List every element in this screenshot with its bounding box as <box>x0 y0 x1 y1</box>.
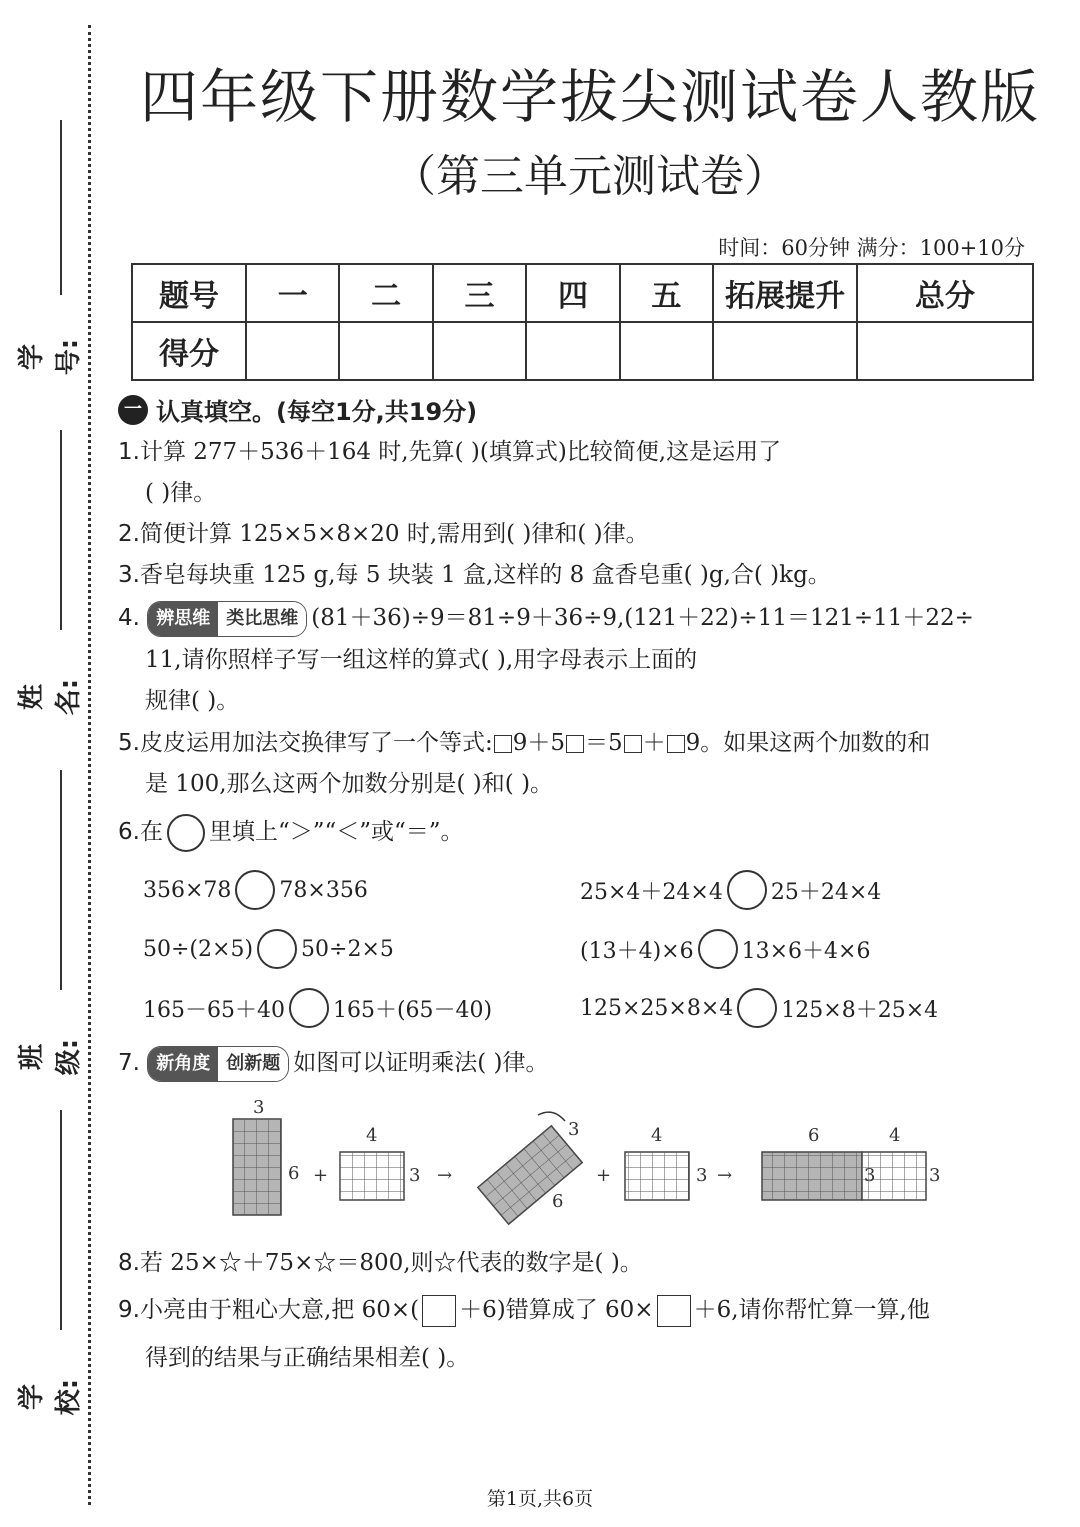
grid-label: 3 <box>929 1165 941 1186</box>
score-header-cell: 二 <box>339 264 432 322</box>
class-line <box>60 770 62 990</box>
score-table <box>131 263 1034 381</box>
question-text: ＋6,请你帮忙算一算,他 <box>693 1297 930 1323</box>
score-input-cell[interactable] <box>339 322 432 380</box>
grid-label: 4 <box>651 1125 663 1146</box>
comparison-item <box>580 988 938 1028</box>
question-text: (81＋36)÷9＝81÷9＋36÷9,(121＋22)÷11＝121÷11＋22÷ <box>311 605 974 631</box>
score-input-cell[interactable] <box>526 322 619 380</box>
section-heading <box>118 392 477 427</box>
question-5-cont: 是 100,那么这两个加数分别是( )和( )。 <box>145 771 554 797</box>
question-number: 4. <box>118 605 140 631</box>
question-text: ＝5 <box>584 730 623 756</box>
blank-square[interactable] <box>667 735 685 753</box>
question-number: 8. <box>118 1250 140 1276</box>
score-input-cell[interactable] <box>620 322 713 380</box>
comparison-item <box>143 988 492 1028</box>
comparison-left: 356×78 <box>143 877 232 903</box>
tag-primary: 辨思维 <box>148 602 218 636</box>
grid-lines <box>233 1119 281 1215</box>
grid-label: 3 <box>696 1165 708 1186</box>
name-label: 姓名: <box>17 678 84 716</box>
grid-label: 6 <box>288 1163 300 1184</box>
question-number: 1. <box>118 439 140 465</box>
question-6 <box>118 814 1038 852</box>
question-text: ＋ <box>642 730 666 756</box>
question-number: 3. <box>118 562 140 588</box>
question-text: 里填上“＞”“＜”或“＝”。 <box>208 819 464 845</box>
comparison-item <box>143 870 368 910</box>
comparison-circle[interactable] <box>737 988 777 1028</box>
comparison-right: 50÷2×5 <box>301 936 394 962</box>
question-text: 如图可以证明乘法( )律。 <box>293 1050 549 1076</box>
question-tag <box>147 601 307 637</box>
grid-label: 6 <box>808 1125 820 1146</box>
question-text: 简便计算 125×5×8×20 时,需用到( )律和( )律。 <box>139 521 649 547</box>
score-input-cell[interactable] <box>713 322 857 380</box>
question-9-cont: 得到的结果与正确结果相差( )。 <box>145 1345 470 1371</box>
grid-label: 4 <box>366 1125 378 1146</box>
exam-meta: 时间：60分钟 满分：100+10分 <box>718 236 1025 260</box>
comparison-right: 13×6＋4×6 <box>741 938 871 964</box>
score-header-cell: 四 <box>526 264 619 322</box>
comparison-item <box>143 929 394 969</box>
score-row-label: 得分 <box>132 322 246 380</box>
question-text: 计算 277＋536＋164 时,先算( )(填算式)比较简便,这是运用了 <box>139 439 782 465</box>
arrow: → <box>717 1165 733 1186</box>
grid-lines <box>340 1152 404 1200</box>
section-number: 一 <box>118 395 148 425</box>
comparison-left: 25×4＋24×4 <box>580 879 723 905</box>
score-header-cell: 拓展提升 <box>713 264 857 322</box>
comparison-left: (13＋4)×6 <box>580 938 694 964</box>
school-line <box>60 1110 62 1330</box>
grid-label: 4 <box>889 1125 901 1146</box>
comparison-left: 50÷(2×5) <box>143 936 254 962</box>
comparison-item <box>580 929 870 969</box>
comparison-circle[interactable] <box>235 870 275 910</box>
binding-dotted-line <box>88 25 91 1505</box>
question-number: 7. <box>118 1050 140 1076</box>
comparison-right: 25＋24×4 <box>770 879 882 905</box>
section-title: 认真填空。(每空1分,共19分) <box>156 398 478 426</box>
question-4-cont: 11,请你照样子写一组这样的算式( ),用字母表示上面的 <box>145 647 698 673</box>
page-title: 四年级下册数学拔尖测试卷人教版 <box>139 63 1040 131</box>
blank-box[interactable] <box>422 1295 456 1327</box>
tag-primary: 新角度 <box>148 1047 218 1081</box>
question-text: 香皂每块重 125 g,每 5 块装 1 盒,这样的 8 盒香皂重( )g,合( )kg。 <box>139 562 831 588</box>
name-line <box>60 430 62 630</box>
question-text: 9＋5 <box>512 730 565 756</box>
blank-square[interactable] <box>566 735 584 753</box>
comparison-circle[interactable] <box>727 870 767 910</box>
score-header-cell: 一 <box>246 264 339 322</box>
question-9 <box>118 1295 1038 1327</box>
question-text: 小亮由于粗心大意,把 60×( <box>139 1297 420 1323</box>
question-tag <box>147 1046 289 1082</box>
score-header-cell: 五 <box>620 264 713 322</box>
school-label: 学校: <box>17 1378 84 1416</box>
question-text: 在 <box>139 819 163 845</box>
page-footer: 第1页,共6页 <box>486 1488 594 1510</box>
comparison-right: 165＋(65－40) <box>332 997 493 1023</box>
question-text: 9。如果这两个加数的和 <box>685 730 931 756</box>
compare-circle-icon <box>167 814 205 852</box>
blank-box[interactable] <box>657 1295 691 1327</box>
score-header-cell: 题号 <box>132 264 246 322</box>
plus-sign: + <box>596 1165 612 1186</box>
question-1 <box>118 437 1038 467</box>
score-header-cell: 总分 <box>857 264 1033 322</box>
question-text: 皮皮运用加法交换律写了一个等式: <box>139 730 493 756</box>
student-no-line <box>60 120 62 295</box>
question-2 <box>118 519 1038 549</box>
page-subtitle: （第三单元测试卷） <box>392 151 788 202</box>
score-header-cell: 三 <box>433 264 526 322</box>
grid-label: 3 <box>568 1119 580 1140</box>
comparison-right: 78×356 <box>279 877 368 903</box>
grid-label: 6 <box>552 1191 564 1212</box>
grid-label: 3 <box>253 1097 265 1118</box>
question-8 <box>118 1248 1038 1278</box>
comparison-left: 125×25×8×4 <box>580 995 734 1021</box>
tag-secondary: 类比思维 <box>218 602 306 636</box>
score-input-cell[interactable] <box>857 322 1033 380</box>
comparison-left: 165－65＋40 <box>143 997 285 1023</box>
question-number: 5. <box>118 730 140 756</box>
tag-secondary: 创新题 <box>218 1047 288 1081</box>
comparison-circle[interactable] <box>257 929 297 969</box>
comparison-right: 125×8＋25×4 <box>781 997 939 1023</box>
question-5 <box>118 728 1038 758</box>
plus-sign: + <box>313 1165 329 1186</box>
question-number: 9. <box>118 1297 140 1323</box>
comparison-item <box>580 870 881 910</box>
question-number: 6. <box>118 819 140 845</box>
grid-lines <box>625 1152 689 1200</box>
question-1-cont: ( )律。 <box>145 480 217 506</box>
comparison-circle[interactable] <box>289 988 329 1028</box>
student-no-label: 学号: <box>17 338 84 376</box>
blank-square[interactable] <box>494 735 512 753</box>
arrow: → <box>437 1165 453 1186</box>
score-input-cell[interactable] <box>246 322 339 380</box>
rotation-arrow-icon <box>538 1112 565 1121</box>
grid-label: 3 <box>409 1165 421 1186</box>
question-7 <box>118 1046 1038 1082</box>
grid-label: 3 <box>864 1165 876 1186</box>
score-input-cell[interactable] <box>433 322 526 380</box>
question-4-cont2: 规律( )。 <box>145 688 240 714</box>
blank-square[interactable] <box>624 735 642 753</box>
multiplication-figure <box>220 1095 950 1235</box>
question-text: ＋6)错算成了 60× <box>459 1297 654 1323</box>
question-4 <box>118 601 1038 637</box>
question-number: 2. <box>118 521 140 547</box>
grid-lines <box>762 1152 862 1200</box>
class-label: 班级: <box>17 1038 84 1076</box>
question-text: 若 25×☆＋75×☆＝800,则☆代表的数字是( )。 <box>139 1250 643 1276</box>
grid-rotated <box>478 1126 582 1224</box>
question-3 <box>118 560 1038 590</box>
comparison-circle[interactable] <box>698 929 738 969</box>
